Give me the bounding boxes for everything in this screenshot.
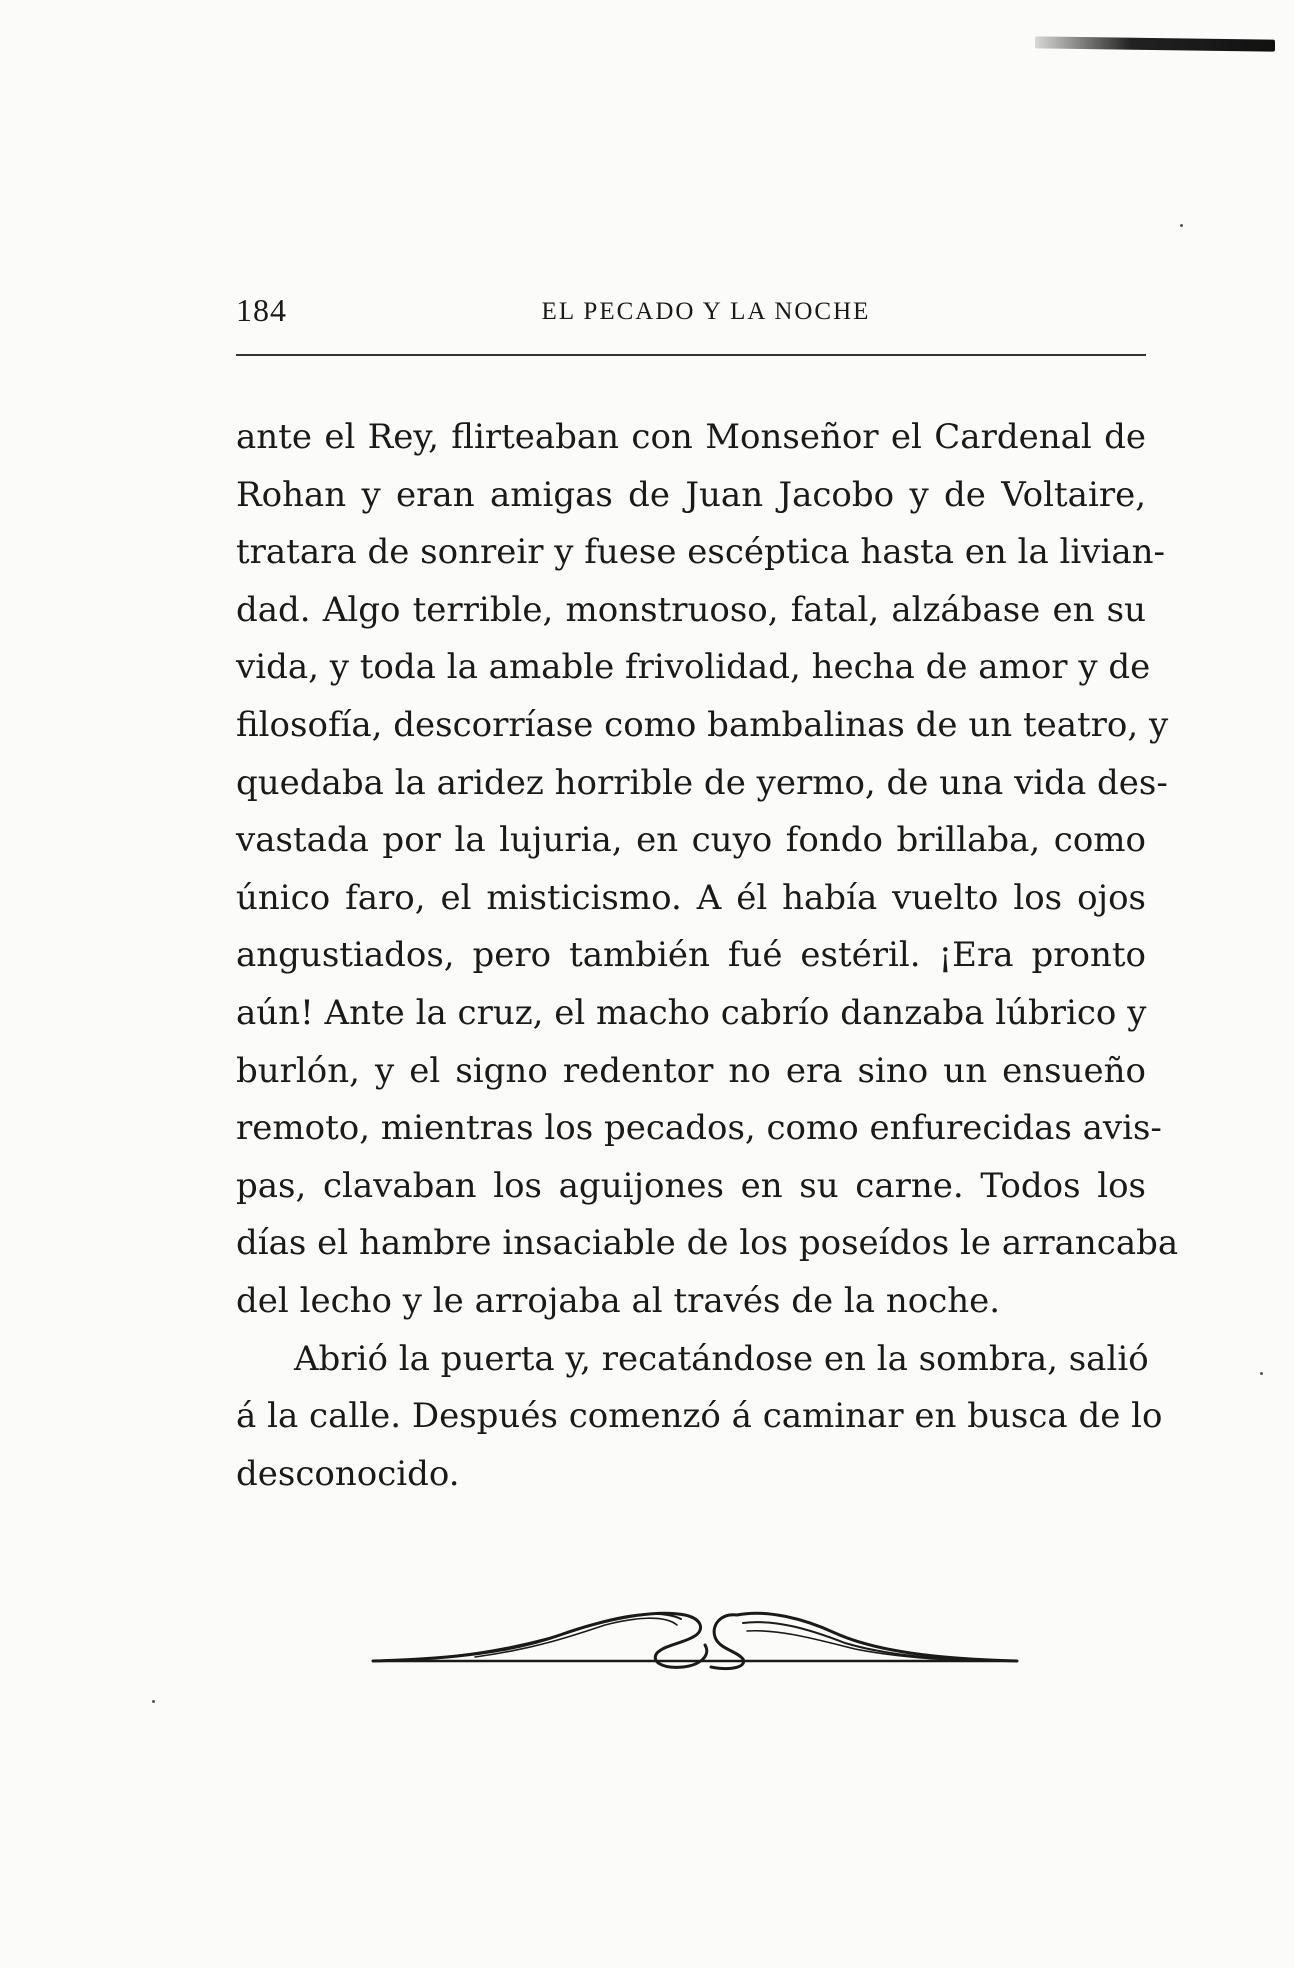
page-body [236, 409, 1179, 1503]
paragraph-1 [236, 409, 1179, 1331]
paper-speck [1180, 224, 1183, 227]
paper-speck [152, 1700, 155, 1703]
text-line: aún! Ante la cruz, el macho cabrío danzaba lúbrico y [236, 992, 1147, 1033]
text-line: vastada por la lujuria, en cuyo fondo brillaba, como [236, 820, 1146, 861]
text-line: filosofía, descorríase como bambalinas de un teatro, y [236, 704, 1169, 745]
paragraph-2 [236, 1331, 1163, 1504]
tailpiece-flourish-icon [365, 1595, 1025, 1675]
text-line: á la calle. Después comenzó á caminar en busca de lo [236, 1396, 1163, 1437]
header-rule [236, 354, 1146, 356]
text-line: del lecho y le arrojaba al través de la noche. [236, 1280, 1001, 1321]
text-line: remoto, mientras los pecados, como enfurecidas avis- [236, 1108, 1162, 1149]
text-line: desconocido. [236, 1453, 460, 1494]
text-line: dad. Algo terrible, monstruoso, fatal, alzábase en su [236, 589, 1146, 630]
text-line: Rohan y eran amigas de Juan Jacobo y de Voltaire, [236, 474, 1146, 515]
text-line: quedaba la aridez horrible de yermo, de una vida des- [236, 762, 1168, 803]
text-line: único faro, el misticismo. A él había vuelto los ojos [236, 877, 1146, 918]
page-header [236, 292, 1146, 336]
text-line: Abrió la puerta y, recatándose en la sombra, salió [294, 1338, 1149, 1379]
text-line: burlón, y el signo redentor no era sino un ensueño [236, 1050, 1146, 1091]
text-line: tratara de sonreir y fuese escéptica hasta en la livian- [236, 532, 1166, 573]
text-line: vida, y toda la amable frivolidad, hecha de amor y de [236, 647, 1151, 688]
running-title: EL PECADO Y LA NOCHE [541, 298, 871, 325]
text-line: días el hambre insaciable de los poseídos le arrancaba [236, 1223, 1179, 1264]
page-number: 184 [236, 292, 287, 328]
text-line: pas, clavaban los aguijones en su carne. Todos los [236, 1165, 1146, 1206]
top-edge-mark [1035, 36, 1275, 51]
text-line: ante el Rey, flirteaban con Monseñor el Cardenal de [236, 417, 1146, 457]
paper-speck [1260, 1372, 1263, 1375]
text-line: angustiados, pero también fué estéril. ¡Era pronto [236, 935, 1146, 976]
